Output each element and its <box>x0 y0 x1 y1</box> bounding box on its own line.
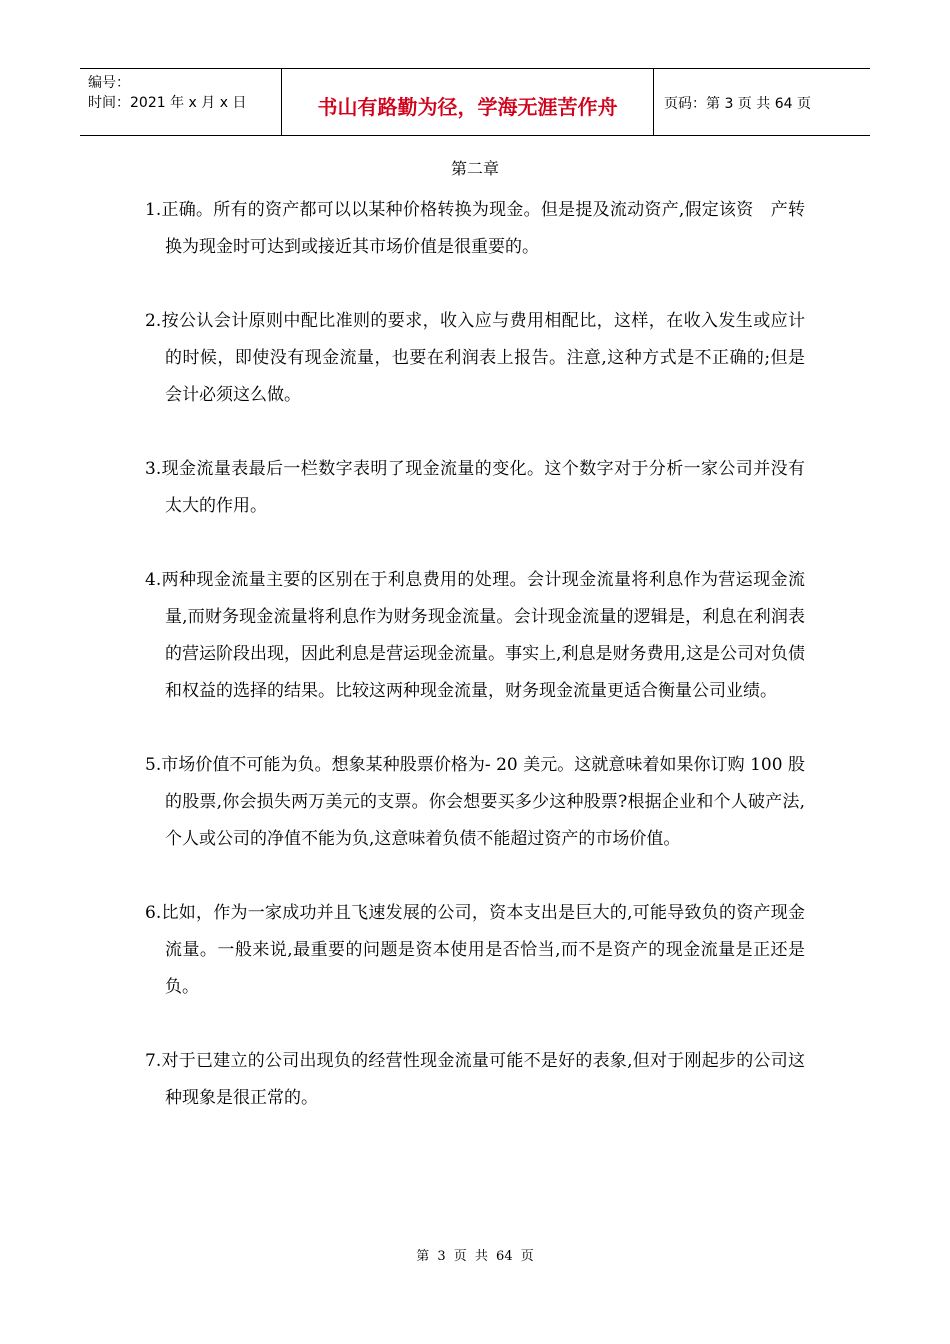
header-meta-cell <box>80 69 282 135</box>
header-code-label: 编号： <box>88 75 130 91</box>
paragraph-4: 4.两种现金流量主要的区别在于利息费用的处理。会计现金流量将利息作为营运现金流量,而财务现金流量将利息作为财务现金流量。会计现金流量的逻辑是，利息在利润表的营运阶段出现，因此利息是营运现金流量。事实上,利息是财务费用,这是公司对负债和权益的选择的结果。比较这两种现金流量，财务现金流量更适合衡量公司业绩。 <box>145 570 805 701</box>
document-header <box>80 68 870 136</box>
header-time-label: 时间：2021 年 x 月 x 日 <box>88 95 247 111</box>
chapter-title: 第二章 <box>450 159 499 178</box>
page-footer: 第 3 页 共 64 页 <box>416 1249 534 1264</box>
paragraph-2: 2.按公认会计原则中配比准则的要求，收入应与费用相配比，这样，在收入发生或应计的时候，即使没有现金流量，也要在利润表上报告。注意,这种方式是不正确的;但是会计必须这么做。 <box>145 311 805 405</box>
paragraph-7: 7.对于已建立的公司出现负的经营性现金流量可能不是好的表象,但对于刚起步的公司这种现象是很正常的。 <box>145 1051 805 1108</box>
paragraph-3: 3.现金流量表最后一栏数字表明了现金流量的变化。这个数字对于分析一家公司并没有太大的作用。 <box>145 459 805 516</box>
document-body <box>145 192 805 1154</box>
paragraph-6: 6.比如，作为一家成功并且飞速发展的公司，资本支出是巨大的,可能导致负的资产现金流量。一般来说,最重要的问题是资本使用是否恰当,而不是资产的现金流量是正还是负。 <box>145 903 805 997</box>
header-motto: 书山有路勤为径，学海无涯苦作舟 <box>282 69 654 135</box>
paragraph-5: 5.市场价值不可能为负。想象某种股票价格为- 20 美元。这就意味着如果你订购 100 股的股票,你会损失两万美元的支票。你会想要买多少这种股票?根据企业和个人破产法,个人或公司的净值不能为负,这意味着负债不能超过资产的市场价值。 <box>145 755 805 849</box>
header-page-info: 页码：第 3 页 共 64 页 <box>664 96 811 112</box>
paragraph-1: 1.正确。所有的资产都可以以某种价格转换为现金。但是提及流动资产,假定该资 产转换为现金时可达到或接近其市场价值是很重要的。 <box>145 200 805 257</box>
